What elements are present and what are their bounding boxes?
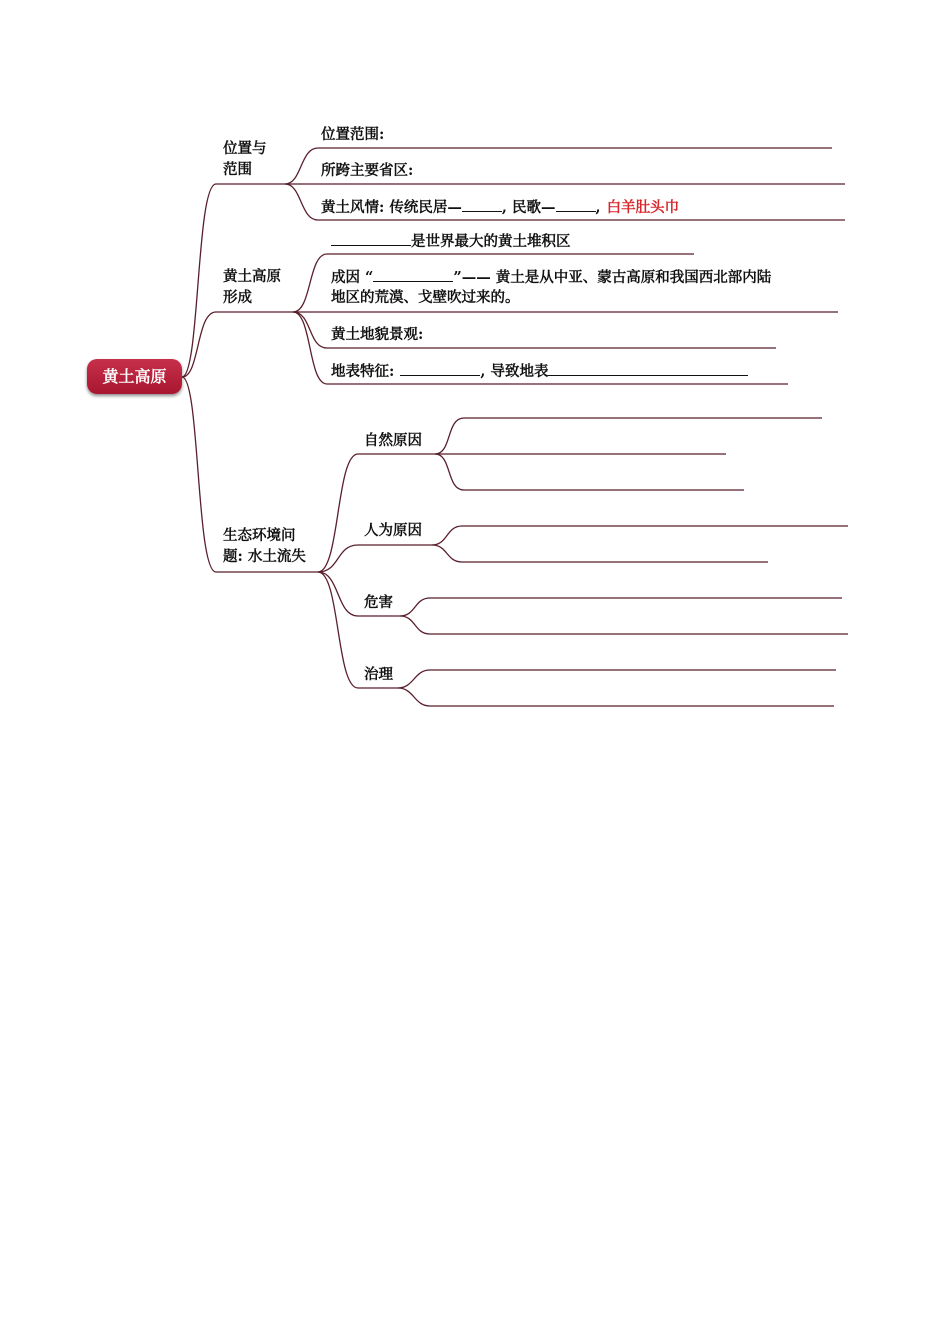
branch-location-label-1: 位置与	[223, 140, 267, 157]
sub-harm-label: 危害	[364, 594, 393, 611]
largest-suffix: 是世界最大的黄土堆积区	[411, 233, 571, 250]
leaf-natural-3	[435, 454, 744, 490]
surface-mid: , 导致地表	[480, 363, 549, 380]
customs-mid: , 民歌—	[501, 199, 556, 216]
customs-answer: 白羊肚头巾	[606, 199, 680, 216]
branch-formation-label-2: 形成	[223, 289, 252, 306]
customs-comma: ,	[595, 199, 601, 216]
connector-root-formation	[182, 312, 293, 377]
leaf-formation-largest	[331, 230, 571, 252]
sub-governance-label: 治理	[364, 666, 393, 683]
sub-human-label: 人为原因	[364, 522, 422, 539]
branch-formation-label-1: 黄土高原	[223, 268, 281, 285]
leaf-formation-landform: 黄土地貌景观:	[331, 326, 424, 343]
blank-surface-feature	[400, 360, 480, 376]
branch-ecology-label-2: 题: 水土流失	[223, 548, 306, 565]
leaf-location-provinces: 所跨主要省区:	[321, 162, 414, 179]
sub-natural-label: 自然原因	[364, 432, 422, 449]
leaf-formation-cause-line1	[331, 266, 771, 288]
leaf-location-customs	[321, 196, 679, 218]
leaf-location-range: 位置范围:	[321, 126, 385, 143]
blank-folk-song	[556, 196, 596, 212]
blank-surface-result	[548, 360, 748, 376]
connector-ecology-human	[318, 545, 432, 572]
cause-prefix: 成因 “	[331, 269, 374, 286]
blank-largest	[331, 230, 411, 246]
leaf-natural-1	[435, 418, 822, 454]
leaf-harm-1	[400, 598, 842, 616]
leaf-governance-2	[398, 688, 834, 706]
leaf-human-1	[432, 526, 848, 545]
cause-suffix: ”—— 黄土是从中亚、蒙古高原和我国西北部内陆	[453, 269, 772, 286]
connector-ecology-natural	[318, 454, 435, 572]
blank-cause	[373, 266, 453, 282]
customs-prefix: 黄土风情: 传统民居—	[321, 199, 462, 216]
branch-location-label-2: 范围	[223, 161, 252, 178]
leaf-formation-surface	[331, 360, 748, 382]
blank-dwelling	[462, 196, 502, 212]
leaf-governance-1	[398, 670, 836, 688]
surface-prefix: 地表特征:	[331, 363, 395, 380]
leaf-formation-cause-line2: 地区的荒漠、戈壁吹过来的。	[331, 289, 520, 306]
leaf-harm-2	[400, 616, 848, 634]
leaf-human-2	[432, 545, 768, 562]
branch-ecology-label-1: 生态环境问	[223, 527, 296, 544]
root-node: 黄土高原	[87, 359, 182, 394]
